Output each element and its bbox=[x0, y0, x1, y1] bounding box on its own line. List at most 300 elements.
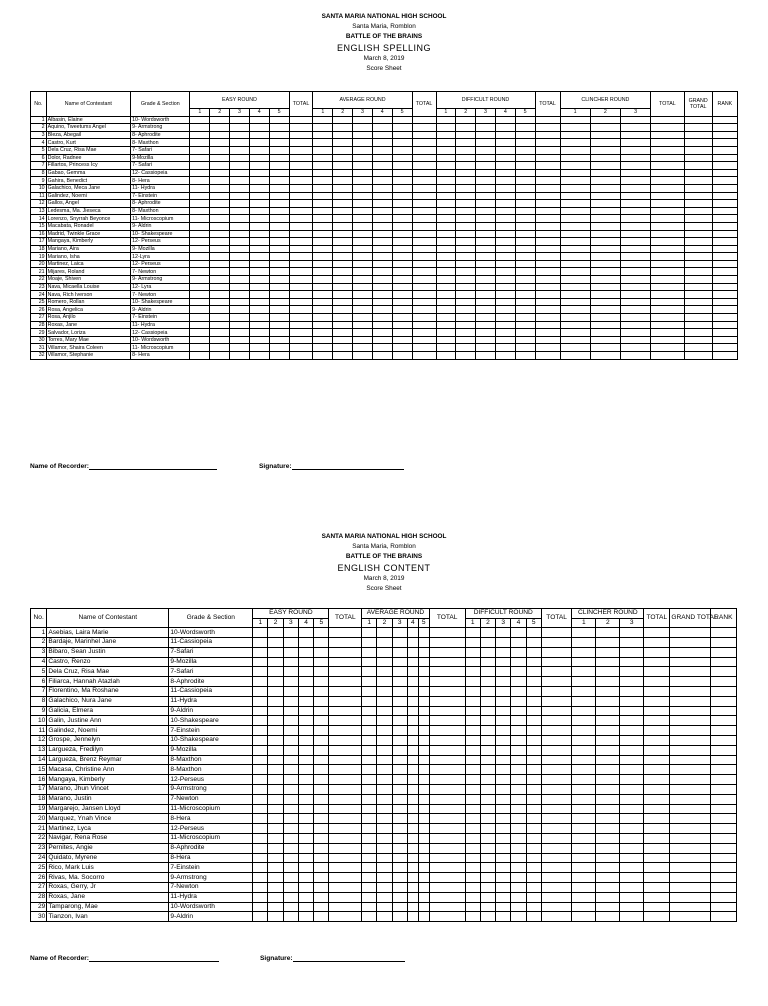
score-cell[interactable] bbox=[268, 804, 283, 814]
score-cell[interactable] bbox=[465, 647, 480, 657]
score-cell[interactable] bbox=[644, 794, 670, 804]
score-cell[interactable] bbox=[377, 853, 392, 863]
score-cell[interactable] bbox=[712, 260, 737, 268]
score-cell[interactable] bbox=[526, 716, 541, 726]
score-cell[interactable] bbox=[412, 245, 436, 253]
score-cell[interactable] bbox=[572, 824, 596, 834]
score-cell[interactable] bbox=[560, 200, 590, 208]
score-cell[interactable] bbox=[392, 321, 412, 329]
score-cell[interactable] bbox=[392, 222, 412, 230]
score-cell[interactable] bbox=[210, 329, 230, 337]
score-cell[interactable] bbox=[210, 276, 230, 284]
score-cell[interactable] bbox=[712, 222, 737, 230]
score-cell[interactable] bbox=[515, 352, 535, 360]
score-cell[interactable] bbox=[377, 834, 392, 844]
score-cell[interactable] bbox=[476, 131, 496, 139]
score-cell[interactable] bbox=[476, 245, 496, 253]
score-cell[interactable] bbox=[210, 283, 230, 291]
score-cell[interactable] bbox=[684, 177, 712, 185]
score-cell[interactable] bbox=[249, 162, 269, 170]
score-cell[interactable] bbox=[515, 177, 535, 185]
score-cell[interactable] bbox=[495, 131, 515, 139]
score-cell[interactable] bbox=[511, 755, 526, 765]
score-cell[interactable] bbox=[465, 883, 480, 893]
score-cell[interactable] bbox=[392, 146, 412, 154]
score-cell[interactable] bbox=[333, 230, 353, 238]
score-cell[interactable] bbox=[249, 154, 269, 162]
score-cell[interactable] bbox=[710, 647, 736, 657]
score-cell[interactable] bbox=[651, 116, 684, 124]
score-cell[interactable] bbox=[465, 902, 480, 912]
score-cell[interactable] bbox=[298, 677, 313, 687]
score-cell[interactable] bbox=[480, 824, 495, 834]
score-cell[interactable] bbox=[511, 785, 526, 795]
score-cell[interactable] bbox=[620, 755, 644, 765]
score-cell[interactable] bbox=[377, 687, 392, 697]
score-cell[interactable] bbox=[210, 314, 230, 322]
score-cell[interactable] bbox=[418, 696, 429, 706]
score-cell[interactable] bbox=[314, 902, 329, 912]
score-cell[interactable] bbox=[535, 177, 560, 185]
score-cell[interactable] bbox=[353, 146, 373, 154]
score-cell[interactable] bbox=[541, 794, 572, 804]
score-cell[interactable] bbox=[476, 298, 496, 306]
score-cell[interactable] bbox=[210, 268, 230, 276]
score-cell[interactable] bbox=[596, 883, 620, 893]
score-cell[interactable] bbox=[190, 162, 210, 170]
score-cell[interactable] bbox=[298, 638, 313, 648]
score-cell[interactable] bbox=[283, 716, 298, 726]
score-cell[interactable] bbox=[269, 336, 289, 344]
score-cell[interactable] bbox=[596, 853, 620, 863]
score-cell[interactable] bbox=[495, 154, 515, 162]
score-cell[interactable] bbox=[298, 696, 313, 706]
score-cell[interactable] bbox=[670, 716, 710, 726]
score-cell[interactable] bbox=[314, 883, 329, 893]
score-cell[interactable] bbox=[712, 344, 737, 352]
score-cell[interactable] bbox=[392, 283, 412, 291]
score-cell[interactable] bbox=[298, 706, 313, 716]
score-cell[interactable] bbox=[377, 814, 392, 824]
score-cell[interactable] bbox=[249, 192, 269, 200]
score-cell[interactable] bbox=[535, 131, 560, 139]
score-cell[interactable] bbox=[515, 215, 535, 223]
score-cell[interactable] bbox=[541, 883, 572, 893]
score-cell[interactable] bbox=[314, 677, 329, 687]
score-cell[interactable] bbox=[253, 687, 268, 697]
score-cell[interactable] bbox=[511, 765, 526, 775]
score-cell[interactable] bbox=[392, 677, 407, 687]
score-cell[interactable] bbox=[495, 230, 515, 238]
score-cell[interactable] bbox=[372, 283, 392, 291]
score-cell[interactable] bbox=[515, 192, 535, 200]
score-cell[interactable] bbox=[392, 268, 412, 276]
score-cell[interactable] bbox=[684, 124, 712, 132]
score-cell[interactable] bbox=[572, 745, 596, 755]
score-cell[interactable] bbox=[298, 794, 313, 804]
score-cell[interactable] bbox=[511, 638, 526, 648]
score-cell[interactable] bbox=[436, 298, 456, 306]
score-cell[interactable] bbox=[418, 824, 429, 834]
score-cell[interactable] bbox=[456, 352, 476, 360]
score-cell[interactable] bbox=[541, 736, 572, 746]
score-cell[interactable] bbox=[511, 706, 526, 716]
score-cell[interactable] bbox=[362, 628, 377, 638]
score-cell[interactable] bbox=[515, 131, 535, 139]
score-cell[interactable] bbox=[268, 775, 283, 785]
score-cell[interactable] bbox=[372, 169, 392, 177]
score-cell[interactable] bbox=[333, 154, 353, 162]
score-cell[interactable] bbox=[289, 124, 313, 132]
score-cell[interactable] bbox=[230, 306, 250, 314]
score-cell[interactable] bbox=[253, 647, 268, 657]
score-cell[interactable] bbox=[392, 200, 412, 208]
score-cell[interactable] bbox=[283, 834, 298, 844]
score-cell[interactable] bbox=[329, 902, 362, 912]
score-cell[interactable] bbox=[456, 131, 476, 139]
score-cell[interactable] bbox=[710, 804, 736, 814]
score-cell[interactable] bbox=[480, 647, 495, 657]
score-cell[interactable] bbox=[651, 276, 684, 284]
score-cell[interactable] bbox=[710, 638, 736, 648]
score-cell[interactable] bbox=[684, 314, 712, 322]
score-cell[interactable] bbox=[620, 352, 650, 360]
score-cell[interactable] bbox=[535, 215, 560, 223]
score-cell[interactable] bbox=[590, 268, 620, 276]
score-cell[interactable] bbox=[249, 200, 269, 208]
score-cell[interactable] bbox=[651, 336, 684, 344]
score-cell[interactable] bbox=[511, 824, 526, 834]
score-cell[interactable] bbox=[298, 775, 313, 785]
score-cell[interactable] bbox=[412, 298, 436, 306]
score-cell[interactable] bbox=[407, 804, 418, 814]
score-cell[interactable] bbox=[210, 215, 230, 223]
score-cell[interactable] bbox=[333, 192, 353, 200]
score-cell[interactable] bbox=[412, 154, 436, 162]
score-cell[interactable] bbox=[684, 268, 712, 276]
score-cell[interactable] bbox=[313, 245, 333, 253]
score-cell[interactable] bbox=[436, 321, 456, 329]
score-cell[interactable] bbox=[651, 344, 684, 352]
score-cell[interactable] bbox=[333, 291, 353, 299]
score-cell[interactable] bbox=[329, 706, 362, 716]
score-cell[interactable] bbox=[651, 215, 684, 223]
score-cell[interactable] bbox=[496, 706, 511, 716]
score-cell[interactable] bbox=[560, 321, 590, 329]
score-cell[interactable] bbox=[541, 647, 572, 657]
score-cell[interactable] bbox=[230, 200, 250, 208]
score-cell[interactable] bbox=[392, 775, 407, 785]
score-cell[interactable] bbox=[620, 912, 644, 922]
score-cell[interactable] bbox=[372, 222, 392, 230]
score-cell[interactable] bbox=[476, 283, 496, 291]
score-cell[interactable] bbox=[372, 352, 392, 360]
score-cell[interactable] bbox=[596, 677, 620, 687]
score-cell[interactable] bbox=[496, 883, 511, 893]
score-cell[interactable] bbox=[710, 716, 736, 726]
score-cell[interactable] bbox=[456, 245, 476, 253]
score-cell[interactable] bbox=[353, 131, 373, 139]
score-cell[interactable] bbox=[465, 912, 480, 922]
score-cell[interactable] bbox=[392, 912, 407, 922]
score-cell[interactable] bbox=[372, 329, 392, 337]
score-cell[interactable] bbox=[429, 765, 465, 775]
score-cell[interactable] bbox=[289, 215, 313, 223]
score-cell[interactable] bbox=[333, 283, 353, 291]
score-cell[interactable] bbox=[496, 814, 511, 824]
score-cell[interactable] bbox=[333, 200, 353, 208]
score-cell[interactable] bbox=[249, 215, 269, 223]
score-cell[interactable] bbox=[333, 139, 353, 147]
score-cell[interactable] bbox=[372, 139, 392, 147]
score-cell[interactable] bbox=[436, 314, 456, 322]
score-cell[interactable] bbox=[476, 192, 496, 200]
score-cell[interactable] bbox=[465, 814, 480, 824]
score-cell[interactable] bbox=[429, 628, 465, 638]
score-cell[interactable] bbox=[418, 834, 429, 844]
score-cell[interactable] bbox=[190, 177, 210, 185]
score-cell[interactable] bbox=[298, 824, 313, 834]
score-cell[interactable] bbox=[515, 291, 535, 299]
score-cell[interactable] bbox=[572, 716, 596, 726]
score-cell[interactable] bbox=[392, 116, 412, 124]
score-cell[interactable] bbox=[535, 169, 560, 177]
score-cell[interactable] bbox=[314, 863, 329, 873]
score-cell[interactable] bbox=[372, 207, 392, 215]
score-cell[interactable] bbox=[465, 696, 480, 706]
score-cell[interactable] bbox=[353, 314, 373, 322]
score-cell[interactable] bbox=[651, 124, 684, 132]
score-cell[interactable] bbox=[268, 883, 283, 893]
score-cell[interactable] bbox=[620, 628, 644, 638]
score-cell[interactable] bbox=[712, 207, 737, 215]
score-cell[interactable] bbox=[596, 863, 620, 873]
score-cell[interactable] bbox=[298, 912, 313, 922]
score-cell[interactable] bbox=[269, 276, 289, 284]
score-cell[interactable] bbox=[710, 775, 736, 785]
score-cell[interactable] bbox=[253, 696, 268, 706]
score-cell[interactable] bbox=[480, 873, 495, 883]
score-cell[interactable] bbox=[620, 169, 650, 177]
score-cell[interactable] bbox=[596, 804, 620, 814]
score-cell[interactable] bbox=[407, 892, 418, 902]
score-cell[interactable] bbox=[407, 638, 418, 648]
score-cell[interactable] bbox=[436, 253, 456, 261]
score-cell[interactable] bbox=[269, 169, 289, 177]
score-cell[interactable] bbox=[480, 677, 495, 687]
score-cell[interactable] bbox=[249, 260, 269, 268]
score-cell[interactable] bbox=[407, 834, 418, 844]
score-cell[interactable] bbox=[560, 207, 590, 215]
score-cell[interactable] bbox=[495, 336, 515, 344]
score-cell[interactable] bbox=[710, 765, 736, 775]
score-cell[interactable] bbox=[541, 628, 572, 638]
score-cell[interactable] bbox=[190, 230, 210, 238]
score-cell[interactable] bbox=[572, 804, 596, 814]
score-cell[interactable] bbox=[210, 238, 230, 246]
score-cell[interactable] bbox=[283, 687, 298, 697]
score-cell[interactable] bbox=[515, 336, 535, 344]
score-cell[interactable] bbox=[620, 321, 650, 329]
score-cell[interactable] bbox=[496, 804, 511, 814]
score-cell[interactable] bbox=[412, 314, 436, 322]
score-cell[interactable] bbox=[572, 785, 596, 795]
score-cell[interactable] bbox=[269, 238, 289, 246]
score-cell[interactable] bbox=[495, 268, 515, 276]
score-cell[interactable] bbox=[314, 706, 329, 716]
score-cell[interactable] bbox=[283, 736, 298, 746]
score-cell[interactable] bbox=[620, 824, 644, 834]
score-cell[interactable] bbox=[465, 824, 480, 834]
score-cell[interactable] bbox=[710, 745, 736, 755]
score-cell[interactable] bbox=[436, 336, 456, 344]
score-cell[interactable] bbox=[283, 843, 298, 853]
score-cell[interactable] bbox=[190, 169, 210, 177]
score-cell[interactable] bbox=[418, 628, 429, 638]
score-cell[interactable] bbox=[541, 863, 572, 873]
score-cell[interactable] bbox=[418, 883, 429, 893]
score-cell[interactable] bbox=[289, 146, 313, 154]
score-cell[interactable] bbox=[412, 207, 436, 215]
score-cell[interactable] bbox=[230, 253, 250, 261]
score-cell[interactable] bbox=[436, 283, 456, 291]
score-cell[interactable] bbox=[526, 667, 541, 677]
score-cell[interactable] bbox=[269, 344, 289, 352]
score-cell[interactable] bbox=[210, 336, 230, 344]
score-cell[interactable] bbox=[313, 276, 333, 284]
score-cell[interactable] bbox=[712, 116, 737, 124]
score-cell[interactable] bbox=[480, 657, 495, 667]
score-cell[interactable] bbox=[590, 352, 620, 360]
score-cell[interactable] bbox=[269, 177, 289, 185]
score-cell[interactable] bbox=[377, 716, 392, 726]
score-cell[interactable] bbox=[515, 184, 535, 192]
score-cell[interactable] bbox=[353, 222, 373, 230]
score-cell[interactable] bbox=[710, 883, 736, 893]
score-cell[interactable] bbox=[436, 162, 456, 170]
score-cell[interactable] bbox=[526, 657, 541, 667]
score-cell[interactable] bbox=[644, 824, 670, 834]
score-cell[interactable] bbox=[249, 238, 269, 246]
score-cell[interactable] bbox=[560, 276, 590, 284]
score-cell[interactable] bbox=[590, 260, 620, 268]
score-cell[interactable] bbox=[230, 298, 250, 306]
score-cell[interactable] bbox=[511, 902, 526, 912]
score-cell[interactable] bbox=[496, 853, 511, 863]
score-cell[interactable] bbox=[372, 253, 392, 261]
score-cell[interactable] bbox=[590, 344, 620, 352]
score-cell[interactable] bbox=[377, 873, 392, 883]
score-cell[interactable] bbox=[535, 298, 560, 306]
score-cell[interactable] bbox=[456, 192, 476, 200]
score-cell[interactable] bbox=[289, 116, 313, 124]
score-cell[interactable] bbox=[465, 628, 480, 638]
score-cell[interactable] bbox=[596, 647, 620, 657]
score-cell[interactable] bbox=[541, 745, 572, 755]
score-cell[interactable] bbox=[436, 230, 456, 238]
score-cell[interactable] bbox=[710, 824, 736, 834]
score-cell[interactable] bbox=[456, 207, 476, 215]
score-cell[interactable] bbox=[372, 344, 392, 352]
score-cell[interactable] bbox=[560, 329, 590, 337]
score-cell[interactable] bbox=[596, 755, 620, 765]
score-cell[interactable] bbox=[495, 352, 515, 360]
score-cell[interactable] bbox=[651, 169, 684, 177]
score-cell[interactable] bbox=[392, 260, 412, 268]
score-cell[interactable] bbox=[710, 863, 736, 873]
score-cell[interactable] bbox=[526, 873, 541, 883]
score-cell[interactable] bbox=[511, 745, 526, 755]
score-cell[interactable] bbox=[230, 245, 250, 253]
score-cell[interactable] bbox=[269, 146, 289, 154]
score-cell[interactable] bbox=[283, 863, 298, 873]
score-cell[interactable] bbox=[429, 883, 465, 893]
score-cell[interactable] bbox=[511, 696, 526, 706]
score-cell[interactable] bbox=[314, 814, 329, 824]
score-cell[interactable] bbox=[496, 794, 511, 804]
score-cell[interactable] bbox=[372, 116, 392, 124]
score-cell[interactable] bbox=[377, 794, 392, 804]
score-cell[interactable] bbox=[495, 245, 515, 253]
score-cell[interactable] bbox=[249, 321, 269, 329]
score-cell[interactable] bbox=[651, 321, 684, 329]
score-cell[interactable] bbox=[712, 291, 737, 299]
score-cell[interactable] bbox=[249, 230, 269, 238]
score-cell[interactable] bbox=[289, 177, 313, 185]
score-cell[interactable] bbox=[268, 706, 283, 716]
score-cell[interactable] bbox=[456, 162, 476, 170]
score-cell[interactable] bbox=[644, 628, 670, 638]
score-cell[interactable] bbox=[392, 131, 412, 139]
score-cell[interactable] bbox=[620, 268, 650, 276]
score-cell[interactable] bbox=[535, 200, 560, 208]
score-cell[interactable] bbox=[560, 291, 590, 299]
score-cell[interactable] bbox=[298, 647, 313, 657]
score-cell[interactable] bbox=[436, 146, 456, 154]
score-cell[interactable] bbox=[329, 745, 362, 755]
score-cell[interactable] bbox=[353, 215, 373, 223]
score-cell[interactable] bbox=[249, 314, 269, 322]
score-cell[interactable] bbox=[684, 291, 712, 299]
score-cell[interactable] bbox=[230, 192, 250, 200]
score-cell[interactable] bbox=[353, 177, 373, 185]
score-cell[interactable] bbox=[362, 667, 377, 677]
score-cell[interactable] bbox=[590, 124, 620, 132]
score-cell[interactable] bbox=[249, 276, 269, 284]
score-cell[interactable] bbox=[560, 298, 590, 306]
score-cell[interactable] bbox=[596, 892, 620, 902]
score-cell[interactable] bbox=[333, 260, 353, 268]
score-cell[interactable] bbox=[526, 687, 541, 697]
score-cell[interactable] bbox=[511, 863, 526, 873]
score-cell[interactable] bbox=[372, 230, 392, 238]
score-cell[interactable] bbox=[283, 706, 298, 716]
score-cell[interactable] bbox=[712, 230, 737, 238]
score-cell[interactable] bbox=[418, 657, 429, 667]
score-cell[interactable] bbox=[456, 291, 476, 299]
score-cell[interactable] bbox=[253, 667, 268, 677]
score-cell[interactable] bbox=[620, 162, 650, 170]
score-cell[interactable] bbox=[268, 716, 283, 726]
score-cell[interactable] bbox=[289, 283, 313, 291]
score-cell[interactable] bbox=[253, 657, 268, 667]
score-cell[interactable] bbox=[644, 912, 670, 922]
score-cell[interactable] bbox=[526, 628, 541, 638]
score-cell[interactable] bbox=[480, 912, 495, 922]
score-cell[interactable] bbox=[392, 863, 407, 873]
score-cell[interactable] bbox=[249, 352, 269, 360]
score-cell[interactable] bbox=[392, 706, 407, 716]
